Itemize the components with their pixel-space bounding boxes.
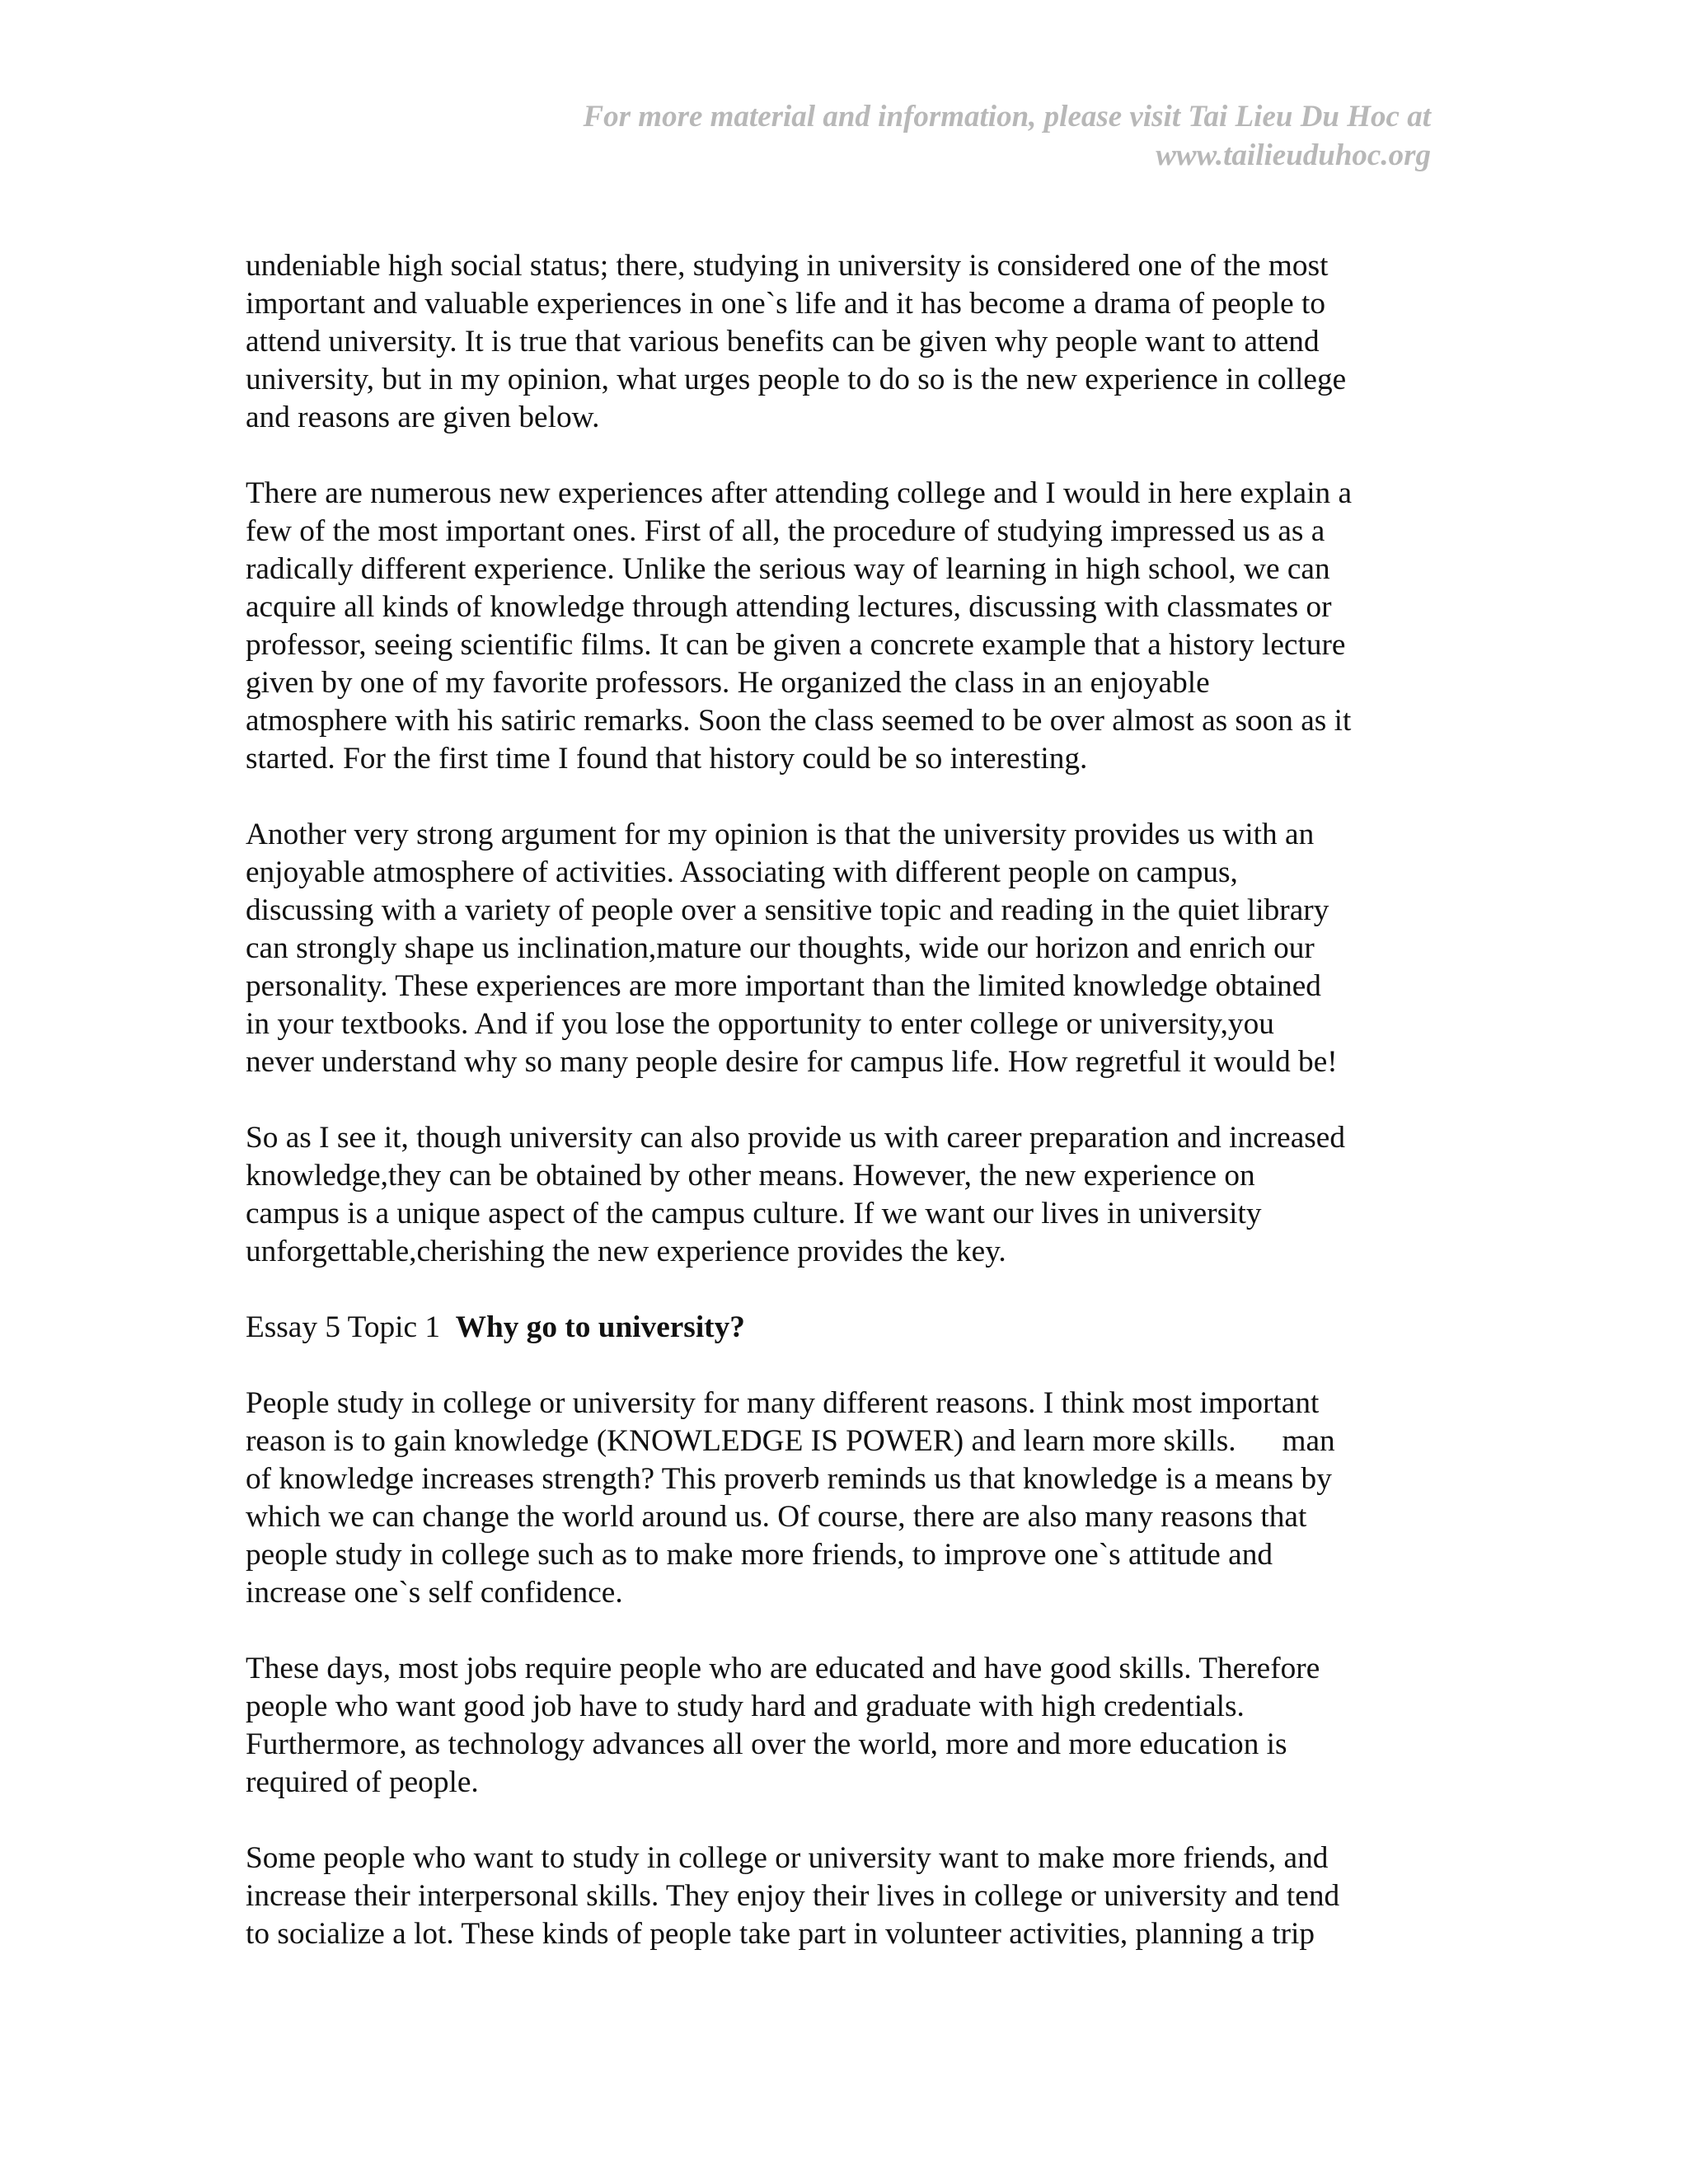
text-line: There are numerous new experiences after attending college and I would in here explain a <box>246 476 1353 510</box>
text-line: required of people. <box>246 1765 479 1799</box>
text-line: reason is to gain knowledge (KNOWLEDGE IS POWER) and learn more skills. man <box>246 1424 1335 1458</box>
paragraph <box>246 1119 1451 1271</box>
text-line: professor, seeing scientific films. It can be given a concrete example that a history lecture <box>246 628 1346 662</box>
paragraph <box>246 816 1451 1081</box>
text-line: personality. These experiences are more important than the limited knowledge obtained <box>246 969 1321 1003</box>
text-line: of knowledge increases strength? This proverb reminds us that knowledge is a means by <box>246 1462 1332 1496</box>
essay-heading <box>246 1309 1451 1347</box>
text-line: campus is a unique aspect of the campus culture. If we want our lives in university <box>246 1197 1262 1230</box>
text-line: never understand why so many people desire for campus life. How regretful it would be! <box>246 1045 1338 1079</box>
text-line: acquire all kinds of knowledge through attending lectures, discussing with classmates or <box>246 590 1332 624</box>
text-line: unforgettable,cherishing the new experience provides the key. <box>246 1235 1006 1268</box>
document-body <box>246 247 1451 1991</box>
paragraph <box>246 247 1451 437</box>
text-line: increase their interpersonal skills. They enjoy their lives in college or university and tend <box>246 1879 1340 1913</box>
text-line: enjoyable atmosphere of activities. Associating with different people on campus, <box>246 855 1238 889</box>
text-line: So as I see it, though university can also provide us with career preparation and increased <box>246 1121 1345 1155</box>
text-line: radically different experience. Unlike the serious way of learning in high school, we can <box>246 552 1330 586</box>
essay-heading-title: Why go to university? <box>455 1310 745 1344</box>
text-line: knowledge,they can be obtained by other means. However, the new experience on <box>246 1159 1255 1193</box>
text-line: given by one of my favorite professors. He organized the class in an enjoyable <box>246 666 1210 700</box>
text-line: started. For the first time I found that history could be so interesting. <box>246 742 1088 776</box>
text-line: People study in college or university for many different reasons. I think most important <box>246 1386 1320 1420</box>
text-line: atmosphere with his satiric remarks. Soon the class seemed to be over almost as soon as it <box>246 704 1352 738</box>
text-line: few of the most important ones. First of all, the procedure of studying impressed us as a <box>246 514 1325 548</box>
text-line: Some people who want to study in college or university want to make more friends, and <box>246 1841 1329 1875</box>
text-line: university, but in my opinion, what urges people to do so is the new experience in college <box>246 363 1347 396</box>
paragraph <box>246 1650 1451 1802</box>
text-line: to socialize a lot. These kinds of people take part in volunteer activities, planning a trip <box>246 1917 1315 1951</box>
text-line: in your textbooks. And if you lose the opportunity to enter college or university,you <box>246 1007 1274 1041</box>
header-line-2: www.tailieuduhoc.org <box>1156 138 1431 172</box>
text-line: discussing with a variety of people over a sensitive topic and reading in the quiet library <box>246 893 1329 927</box>
text-line: increase one`s self confidence. <box>246 1576 623 1610</box>
text-line: can strongly shape us inclination,mature our thoughts, wide our horizon and enrich our <box>246 931 1315 965</box>
text-line: Furthermore, as technology advances all over the world, more and more education is <box>246 1727 1287 1761</box>
paragraph <box>246 1840 1451 1953</box>
page-header <box>442 97 1431 175</box>
text-line: people who want good job have to study hard and graduate with high credentials. <box>246 1690 1245 1723</box>
text-line: undeniable high social status; there, studying in university is considered one of the most <box>246 249 1329 283</box>
text-line: Another very strong argument for my opinion is that the university provides us with an <box>246 818 1315 851</box>
text-line: people study in college such as to make more friends, to improve one`s attitude and <box>246 1538 1273 1572</box>
text-line: which we can change the world around us. Of course, there are also many reasons that <box>246 1500 1307 1534</box>
paragraph <box>246 475 1451 778</box>
text-line: attend university. It is true that various benefits can be given why people want to attend <box>246 325 1320 359</box>
paragraph <box>246 1385 1451 1612</box>
header-line-1: For more material and information, please visit Tai Lieu Du Hoc at <box>583 100 1431 134</box>
text-line: important and valuable experiences in one`s life and it has become a drama of people to <box>246 287 1326 321</box>
text-line: These days, most jobs require people who are educated and have good skills. Therefore <box>246 1652 1320 1685</box>
essay-heading-prefix: Essay 5 Topic 1 <box>246 1310 441 1344</box>
text-line: and reasons are given below. <box>246 401 600 434</box>
